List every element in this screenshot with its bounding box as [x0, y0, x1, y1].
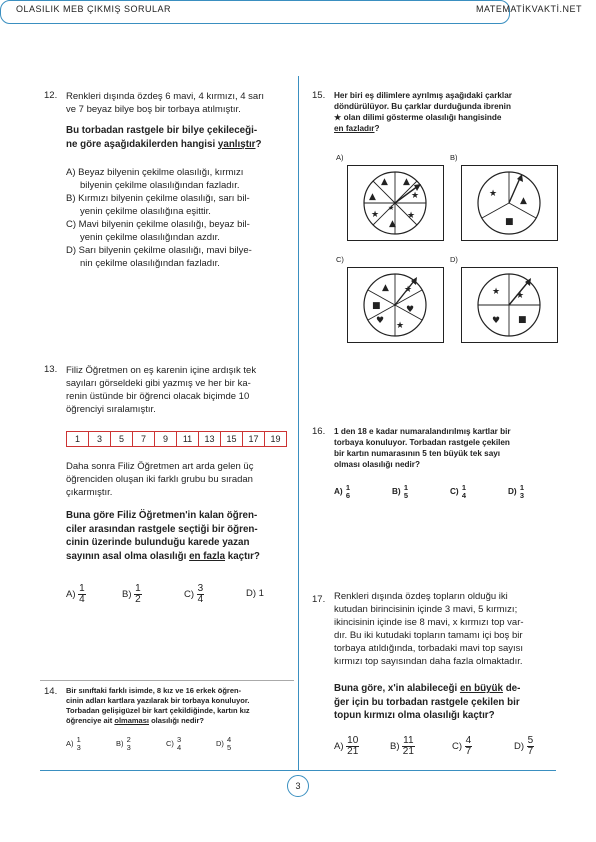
q16-option-a[interactable]: A) 1 6: [334, 483, 351, 500]
number-cell: 15: [221, 432, 243, 446]
q16-option-b[interactable]: B) 1 5: [392, 483, 409, 500]
number-cell: 1: [67, 432, 89, 446]
svg-text:▲: ▲: [382, 283, 389, 293]
q17-options: [334, 736, 569, 762]
svg-text:♥: ♥: [492, 316, 501, 326]
svg-text:■: ■: [505, 217, 514, 227]
number-cell: 9: [155, 432, 177, 446]
number-cell: 7: [133, 432, 155, 446]
svg-text:▲: ▲: [389, 219, 396, 229]
q13-option-c[interactable]: C) $\frac{3}{4}$: [184, 583, 204, 605]
q12-ask-underline: yanlıştır: [217, 138, 256, 150]
q16-option-c[interactable]: C) 1 4: [450, 483, 467, 500]
q13-ask: Buna göre Filiz Öğretmen'in kalan öğren- ciler arasından rastgele seçtiği bir öğren- cinin üzerinde bulunduğu karede yazan sayının asal olma olasılığı en fazla kaçtır?: [66, 510, 260, 562]
q17-number: 17.: [312, 594, 326, 605]
q16-options: [334, 484, 569, 510]
svg-text:★: ★: [407, 211, 416, 221]
footer-rule: [40, 770, 556, 771]
q13-paragraph-2: Daha sonra Filiz Öğretmen art arda gelen üç öğrenciden oluşan iki farklı grubu bu sıradan çıkarmıştır.: [66, 461, 254, 498]
wheel-d: [461, 267, 558, 343]
svg-text:♥: ♥: [406, 305, 415, 315]
q13-q14-divider: [40, 680, 294, 681]
wheel-label-c: C): [336, 255, 344, 264]
q14-text: Bir sınıftaki farklı isimde, 8 kız ve 16 erkek öğren- cinin adları kartlara yazılarak bir torbaya konuluyor. Torbadan gelişigüzel bir kart çekildiğinde, kartın kız öğrenciye ait olmaması olasılığı nedir?: [66, 686, 250, 725]
q16-number: 16.: [312, 426, 326, 437]
wheel-c: [347, 267, 444, 343]
q13-number: 13.: [44, 364, 58, 375]
q17-paragraph: Renkleri dışında özdeş topların olduğu iki kutudan birincisinin içinde 3 mavi, 5 kırmızı; ikincisinin içinde ise 8 mavi, x kırmızı top var- dır. Bu iki kutudaki topların tamamı içi boş bir torbaya atıldığında, torbadaki mavi top sayısı kırmızı top sayısından daha fazla olmaktadır.: [334, 591, 524, 667]
q14-option-c[interactable]: C) 3 4: [166, 735, 182, 752]
q13-option-d[interactable]: D) 1: [246, 588, 264, 599]
svg-text:■: ■: [372, 301, 381, 311]
wheel-a: [347, 165, 444, 241]
wheel-label-b: B): [450, 153, 458, 162]
q16-option-d[interactable]: D) 1 3: [508, 483, 525, 500]
q17-option-d[interactable]: D) $\frac{5}{7}$: [514, 735, 534, 757]
svg-text:★: ★: [492, 287, 501, 297]
svg-text:▲: ▲: [520, 196, 527, 206]
number-cell: 3: [89, 432, 111, 446]
q12-option-a[interactable]: A) Beyaz bilyenin çekilme olasılığı, kırmızı bilyenin çekilme olasılığından fazladır.: [66, 167, 244, 191]
q13-option-a[interactable]: A) $\frac{1}{4}$: [66, 583, 85, 605]
number-cell: 13: [199, 432, 221, 446]
q12-number: 12.: [44, 90, 58, 101]
number-cell: 19: [270, 434, 281, 444]
q14-options: [66, 736, 306, 760]
svg-text:▲: ▲: [403, 177, 410, 187]
q12-text-line2: ve 7 beyaz bilye boş bir torbaya atılmıştır.: [66, 104, 241, 115]
q12-options: [66, 166, 306, 270]
wheel-label-a: A): [336, 153, 344, 162]
svg-text:★: ★: [371, 210, 380, 220]
q12-text-line1: Renkleri dışında özdeş 6 mavi, 4 kırmızı, 4 sarı: [66, 91, 264, 102]
q12-option-c[interactable]: C) Mavi bilyenin çekilme olasılığı, beyaz bil- yenin çekilme olasılığından azdır.: [66, 219, 250, 243]
number-cell: 17: [243, 432, 265, 446]
svg-text:★: ★: [516, 291, 525, 301]
q15-number: 15.: [312, 90, 326, 101]
q14-number: 14.: [44, 686, 58, 697]
q17-option-c[interactable]: C) $\frac{4}{7}$: [452, 735, 472, 757]
header-title: OLASILIK MEB ÇIKMIŞ SORULAR: [16, 4, 172, 14]
q17-option-b[interactable]: B) $\frac{11}{21}$: [390, 735, 414, 757]
q12-ask-line2: ne göre aşağıdakilerden hangisi yanlıştır?: [66, 138, 262, 150]
q13-paragraph-1: Filiz Öğretmen on eş karenin içine ardışık tek sayıları görseldeki gibi yazmış ve her bir ka- renin üstünde bir öğrenci olacak biçimde 10 öğrenciyi sıralamıştır.: [66, 365, 257, 415]
svg-text:♥: ♥: [376, 316, 385, 326]
q14-option-b[interactable]: B) 2 3: [116, 735, 131, 752]
svg-text:★: ★: [388, 204, 395, 212]
wheel-label-d: D): [450, 255, 458, 264]
svg-text:★: ★: [396, 321, 405, 331]
page-header: [0, 0, 582, 24]
svg-text:▲: ▲: [381, 177, 388, 187]
svg-text:★: ★: [489, 189, 498, 199]
number-cell: 11: [177, 432, 199, 446]
q17-ask: Buna göre, x'in alabileceği en büyük de- ğer için bu torbadan rastgele çekilen bir topun kırmızı olma olasılığı kaçtır?: [334, 683, 521, 721]
svg-text:★: ★: [404, 285, 413, 295]
q12-option-b[interactable]: B) Kırmızı bilyenin çekilme olasılığı, sarı bil- yenin çekilme olasılığına eşittir.: [66, 193, 250, 217]
number-cell: 5: [111, 432, 133, 446]
q12-option-d[interactable]: D) Sarı bilyenin çekilme olasılığı, mavi bilye- nin çekilme olasılığından fazladır.: [66, 245, 252, 269]
q15-text: Her biri eş dilimlere ayrılmış aşağıdaki çarklar döndürülüyor. Bu çarklar durduğunda ibrenin ★ olan dilimi gösterme olasılığı hangisinde en fazladır?: [334, 91, 512, 133]
q13-options: [66, 578, 306, 605]
q14-option-a[interactable]: A) 1 3: [66, 735, 81, 752]
q16-text: 1 den 18 e kadar numaralandırılmış kartlar bir torbaya konuluyor. Torbadan rastgele çekilen bir kartın numarasının 5 ten büyük tek sayı olması olasılığı nedir?: [334, 427, 511, 469]
q13-option-b[interactable]: B) $\frac{1}{2}$: [122, 583, 141, 605]
svg-text:■: ■: [518, 315, 527, 325]
svg-text:▲: ▲: [369, 192, 376, 202]
wheel-b: [461, 165, 558, 241]
q14-option-d[interactable]: D) 4 5: [216, 735, 232, 752]
page-number: 3: [287, 775, 309, 797]
q17-option-a[interactable]: A) $\frac{10}{21}$: [334, 735, 359, 757]
q12-ask-line1: Bu torbadan rastgele bir bilye çekileceği-: [66, 125, 258, 136]
svg-text:★: ★: [411, 191, 420, 201]
number-strip: [66, 431, 287, 447]
header-site: MATEMATİKVAKTİ.NET: [475, 4, 582, 14]
